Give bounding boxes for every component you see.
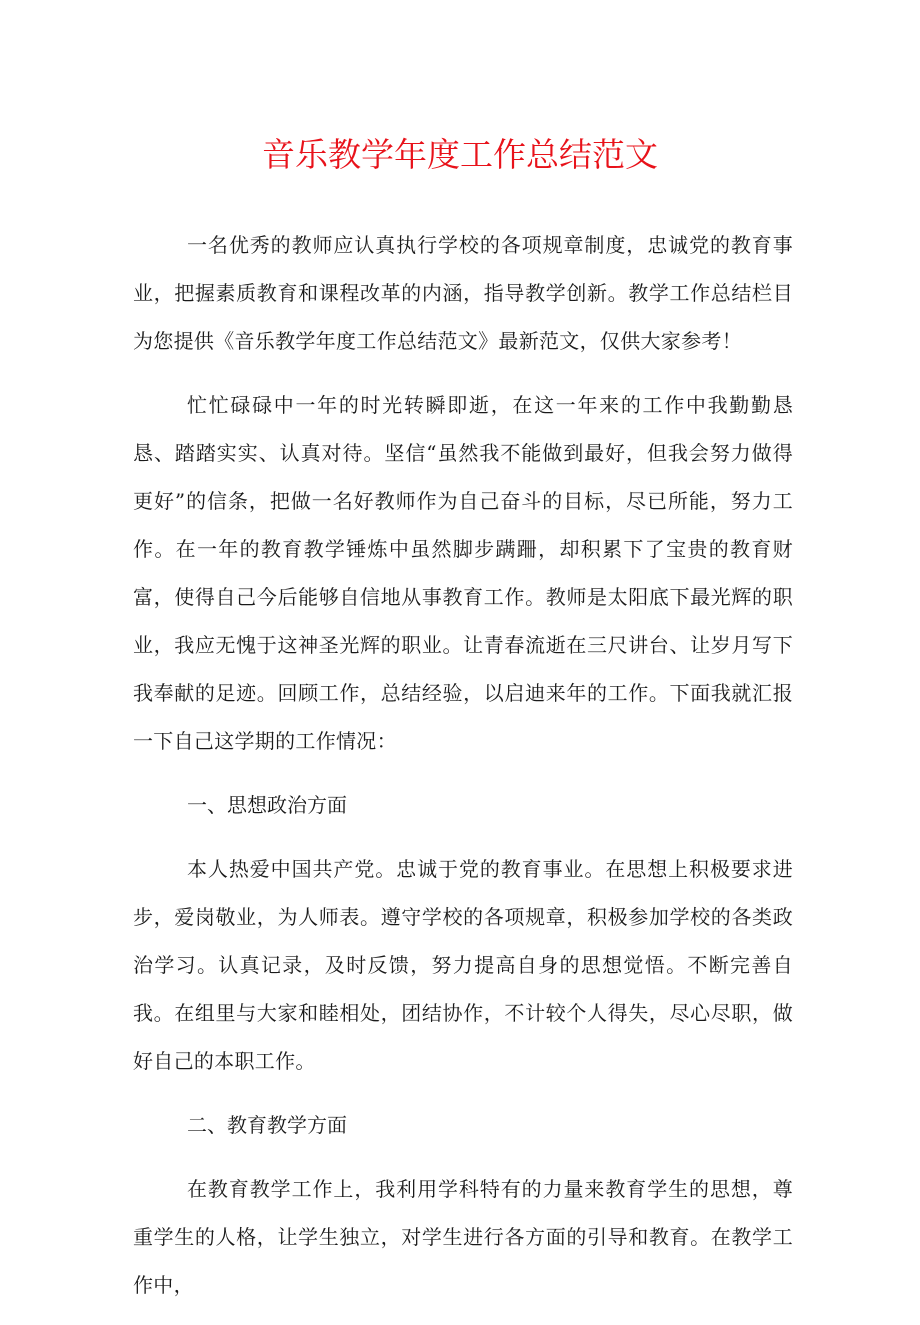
section-heading-teaching: 二、教育教学方面	[187, 1113, 347, 1137]
document-body	[133, 221, 793, 1325]
politics-paragraph: 本人热爱中国共产党。忠诚于党的教育事业。在思想上积极要求进步，爱岗敬业，为人师表。遵守学校的各项规章，积极参加学校的各类政治学习。认真记录，及时反馈，努力提高自身的思想觉悟。不断完善自我。在组里与大家和睦相处，团结协作，不计较个人得失，尽心尽职，做好自己的本职工作。	[133, 857, 793, 1073]
overview-paragraph: 忙忙碌碌中一年的时光转瞬即逝，在这一年来的工作中我勤勤恳恳、踏踏实实、认真对待。坚信“虽然我不能做到最好，但我会努力做得更好”的信条，把做一名好教师作为自己奋斗的目标，尽已所能，努力工作。在一年的教育教学锤炼中虽然脚步蹒跚，却积累下了宝贵的教育财富，使得自己今后能够自信地从事教育工作。教师是太阳底下最光辉的职业，我应无愧于这神圣光辉的职业。让青春流逝在三尺讲台、让岁月写下我奉献的足迹。回顾工作，总结经验，以启迪来年的工作。下面我就汇报一下自己这学期的工作情况：	[133, 393, 793, 753]
section-heading-politics: 一、思想政治方面	[187, 793, 347, 817]
intro-paragraph: 一名优秀的教师应认真执行学校的各项规章制度，忠诚党的教育事业，把握素质教育和课程改革的内涵，指导教学创新。教学工作总结栏目为您提供《音乐教学年度工作总结范文》最新范文，仅供大家参考！	[133, 233, 793, 353]
document-title: 音乐教学年度工作总结范文	[262, 135, 658, 174]
teaching-paragraph: 在教育教学工作上，我利用学科特有的力量来教育学生的思想，尊重学生的人格，让学生独立，对学生进行各方面的引导和教育。在教学工作中，	[133, 1177, 793, 1297]
